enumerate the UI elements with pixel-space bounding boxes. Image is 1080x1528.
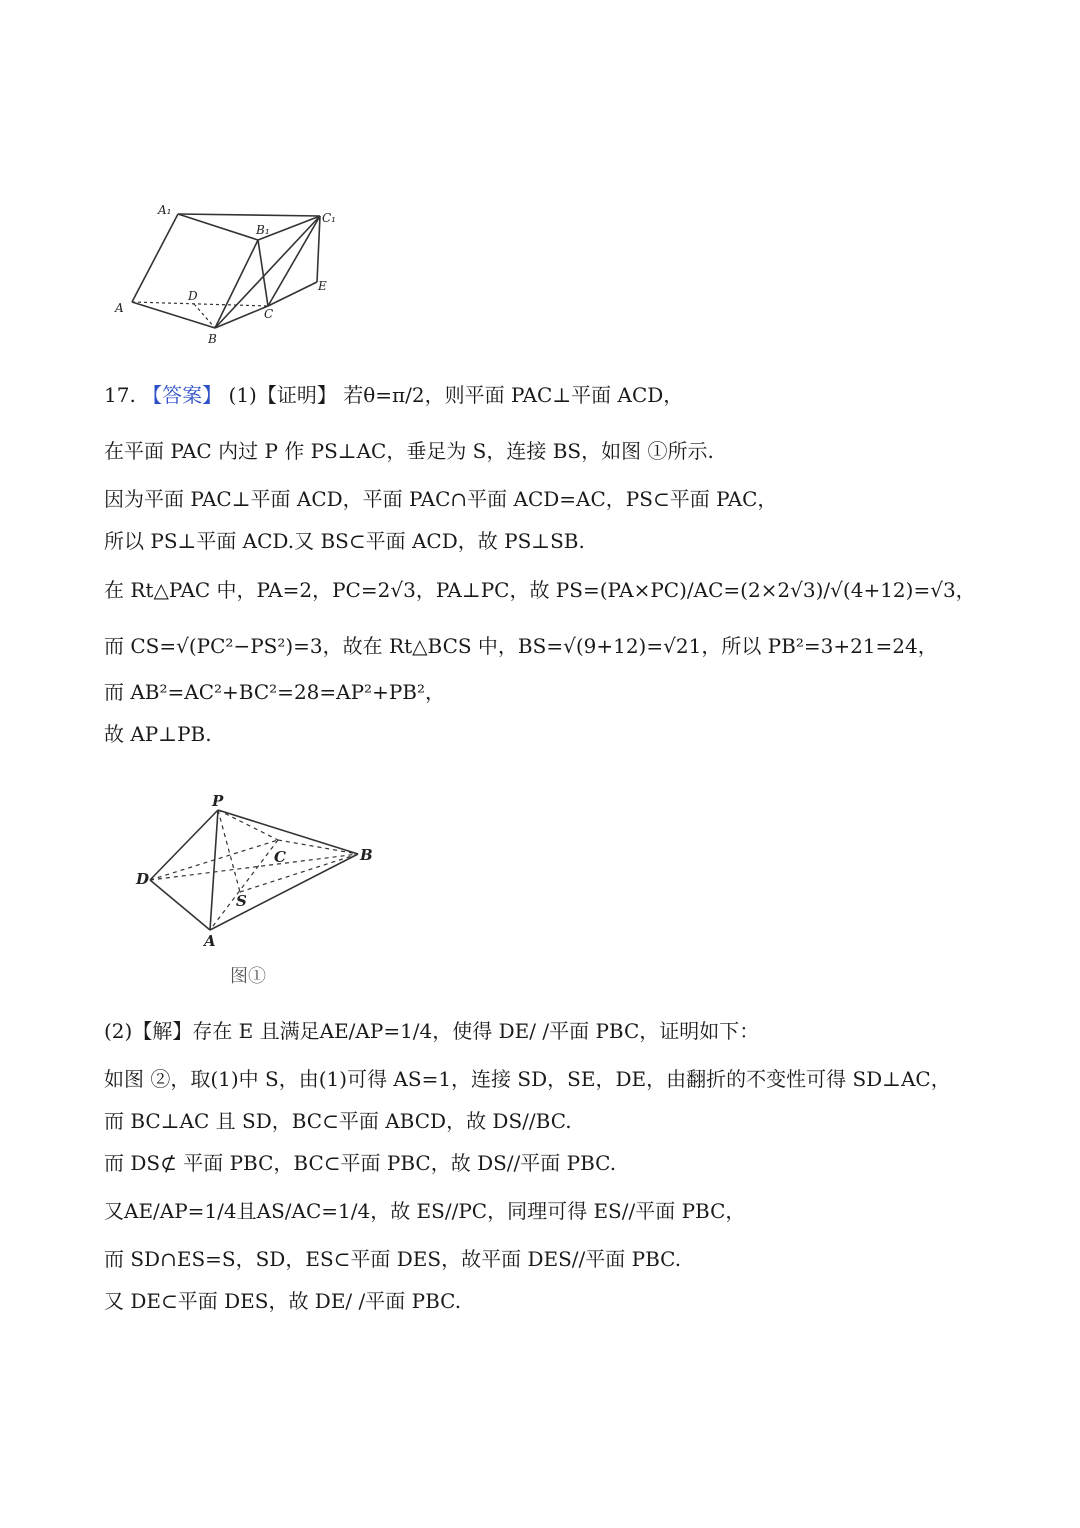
prism-label-a: A	[115, 301, 124, 315]
pyramid-diagram	[130, 790, 390, 950]
part1-line: 而 CS=√(PC²−PS²)=3，故在 Rt△BCS 中，BS=√(9+12)=√21，所以 PB²=3+21=24，	[104, 634, 938, 658]
part1-line: 所以 PS⊥平面 ACD.又 BS⊂平面 ACD，故 PS⊥SB.	[104, 529, 585, 553]
first-statement: 若θ=π/2，则平面 PAC⊥平面 ACD，	[343, 383, 684, 407]
answer-tag: 【答案】	[142, 383, 223, 407]
pyramid-label-p: P	[212, 792, 224, 810]
part2-line: (2)【解】存在 E 且满足AE/AP=1/4，使得 DE/ /平面 PBC，证明如下：	[104, 1019, 760, 1043]
part1-line: 因为平面 PAC⊥平面 ACD，平面 PAC∩平面 ACD=AC，PS⊂平面 PAC，	[104, 487, 778, 511]
answer-number: 17.	[104, 383, 136, 407]
pyramid-label-s: S	[236, 892, 247, 910]
pyramid-label-d: D	[136, 870, 150, 888]
pyramid-label-a: A	[204, 932, 216, 950]
part1-line: 而 AB²=AC²+BC²=28=AP²+PB²，	[104, 680, 445, 704]
part2-line: 又AE/AP=1/4且AS/AC=1/4，故 ES//PC，同理可得 ES//平面 PBC，	[104, 1199, 746, 1223]
prism-figure	[110, 200, 360, 350]
pyramid-label-c: C	[274, 848, 286, 866]
part2-line: 而 SD∩ES=S，SD，ES⊂平面 DES，故平面 DES//平面 PBC.	[104, 1247, 682, 1271]
part1-line: 在 Rt△PAC 中，PA=2，PC=2√3，PA⊥PC，故 PS=(PA×PC)/AC=(2×2√3)/√(4+12)=√3，	[104, 578, 976, 602]
part1-line: 故 AP⊥PB.	[104, 722, 212, 746]
part2-line: 而 DS⊄ 平面 PBC，BC⊂平面 PBC，故 DS//平面 PBC.	[104, 1151, 617, 1175]
part1-prefix: (1)【证明】	[228, 383, 337, 407]
prism-label-b1: B₁	[256, 223, 270, 237]
prism-label-a1: A₁	[158, 203, 172, 217]
part2-line: 又 DE⊂平面 DES，故 DE/ /平面 PBC.	[104, 1289, 462, 1313]
prism-diagram	[110, 200, 360, 350]
prism-label-e: E	[318, 279, 327, 293]
prism-label-c: C	[264, 307, 274, 321]
pyramid-label-b: B	[360, 846, 373, 864]
prism-label-b: B	[208, 332, 217, 346]
part1-line: 在平面 PAC 内过 P 作 PS⊥AC，垂足为 S，连接 BS，如图 ①所示.	[104, 439, 714, 463]
prism-label-c1: C₁	[322, 211, 336, 225]
answer-header	[104, 380, 683, 410]
part2-line: 如图 ②，取(1)中 S，由(1)可得 AS=1，连接 SD，SE，DE，由翻折的不变性可得 SD⊥AC，	[104, 1067, 951, 1091]
figure-caption: 图①	[230, 966, 266, 987]
part2-line: 而 BC⊥AC 且 SD，BC⊂平面 ABCD，故 DS//BC.	[104, 1109, 572, 1133]
pyramid-figure	[130, 790, 390, 990]
prism-label-d: D	[188, 289, 198, 303]
